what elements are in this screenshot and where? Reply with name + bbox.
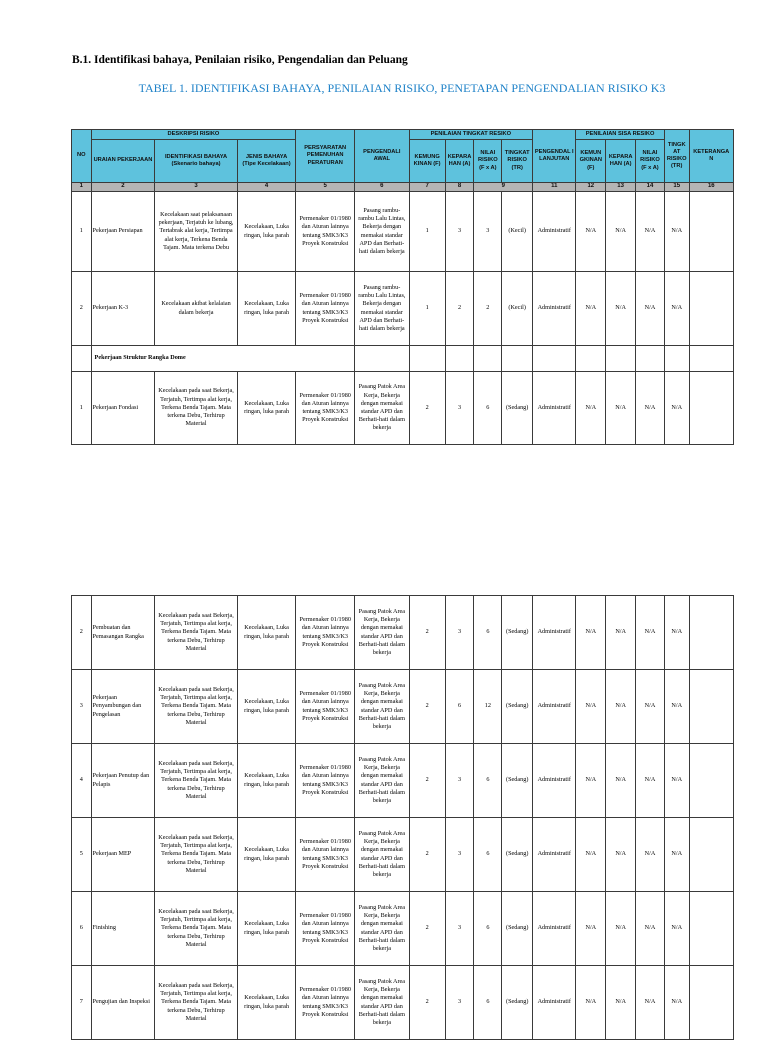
header-nilai-risiko: NILAI RISIKO (F x A) bbox=[474, 140, 502, 183]
cell-sisa-kemungkinan: N/A bbox=[576, 966, 606, 1040]
cell-keterangan bbox=[689, 670, 733, 744]
cell-kemungkinan: 2 bbox=[409, 670, 445, 744]
cell-sisa-kemungkinan: N/A bbox=[576, 272, 606, 346]
cell-tingkat: (Sedang) bbox=[502, 892, 533, 966]
col-number: 4 bbox=[237, 183, 296, 192]
col-number: 14 bbox=[636, 183, 665, 192]
cell-jenis: Kecelakaan, Luka ringan, luka parah bbox=[237, 744, 296, 818]
cell-sisa-tingkat: N/A bbox=[664, 966, 689, 1040]
empty-cell bbox=[502, 346, 533, 372]
col-number: 3 bbox=[155, 183, 237, 192]
cell-identifikasi: Kecelakaan akibat kelalaian dalam bekerja bbox=[155, 272, 237, 346]
table-row bbox=[72, 192, 734, 272]
empty-cell bbox=[474, 346, 502, 372]
cell-persyaratan: Permenaker 01/1980 dan Aturan lainnya tentang SMK3/K3 Proyek Konstruksi bbox=[296, 670, 355, 744]
header-sisa-tingkat: TINGK AT RISIKO (TR) bbox=[664, 130, 689, 183]
cell-keparahan: 3 bbox=[445, 192, 474, 272]
cell-tingkat: (Kecil) bbox=[502, 272, 533, 346]
cell-sisa-keparahan: N/A bbox=[606, 192, 636, 272]
cell-identifikasi: Kecelakaan pada saat Bekerja, Terjatuh, Tertimpa alat kerja, Terkena Benda Tajam. Mata terkena Debu, Terhirup Material bbox=[155, 670, 237, 744]
cell-pengendali-awal: Pasang Patok Area Kerja, Bekerja dengan memakai standar APD dan Berhati-hati dalam bekerja bbox=[355, 892, 410, 966]
empty-cell bbox=[689, 346, 733, 372]
section-heading: B.1. Identifikasi bahaya, Penilaian risiko, Pengendalian dan Peluang bbox=[72, 54, 408, 66]
empty-cell bbox=[409, 346, 445, 372]
cell-sisa-nilai: N/A bbox=[636, 892, 665, 966]
cell-kemungkinan: 2 bbox=[409, 892, 445, 966]
col-number: 9 bbox=[474, 183, 533, 192]
cell-lanjutan: Administratif bbox=[533, 818, 576, 892]
col-number: 5 bbox=[296, 183, 355, 192]
empty-cell bbox=[606, 346, 636, 372]
section-label: Pekerjaan Struktur Rangka Dome bbox=[91, 346, 355, 372]
cell-kemungkinan: 2 bbox=[409, 596, 445, 670]
cell-jenis: Kecelakaan, Luka ringan, luka parah bbox=[237, 818, 296, 892]
col-number: 7 bbox=[409, 183, 445, 192]
cell-tingkat: (Sedang) bbox=[502, 670, 533, 744]
cell-keparahan: 3 bbox=[445, 818, 474, 892]
cell-jenis: Kecelakaan, Luka ringan, luka parah bbox=[237, 966, 296, 1040]
cell-keterangan bbox=[689, 596, 733, 670]
cell-uraian: Pekerjaan K-3 bbox=[91, 272, 155, 346]
cell-sisa-tingkat: N/A bbox=[664, 670, 689, 744]
cell-sisa-kemungkinan: N/A bbox=[576, 596, 606, 670]
cell-nilai: 6 bbox=[474, 744, 502, 818]
cell-lanjutan: Administratif bbox=[533, 670, 576, 744]
cell-sisa-tingkat: N/A bbox=[664, 892, 689, 966]
cell-kemungkinan: 1 bbox=[409, 272, 445, 346]
cell-kemungkinan: 2 bbox=[409, 966, 445, 1040]
col-number: 1 bbox=[72, 183, 92, 192]
cell-sisa-keparahan: N/A bbox=[606, 596, 636, 670]
column-number-row bbox=[72, 183, 734, 192]
cell-sisa-kemungkinan: N/A bbox=[576, 892, 606, 966]
cell-no: 6 bbox=[72, 892, 92, 966]
table-row bbox=[72, 892, 734, 966]
cell-tingkat: (Kecil) bbox=[502, 192, 533, 272]
empty-cell bbox=[664, 346, 689, 372]
cell-no: 1 bbox=[72, 372, 92, 445]
cell-persyaratan: Permenaker 01/1980 dan Aturan lainnya tentang SMK3/K3 Proyek Konstruksi bbox=[296, 272, 355, 346]
cell-keterangan bbox=[689, 966, 733, 1040]
cell-sisa-keparahan: N/A bbox=[606, 744, 636, 818]
cell-nilai: 12 bbox=[474, 670, 502, 744]
header-kemungkinan: KEMUNG KINAN (F) bbox=[409, 140, 445, 183]
risk-table-page-1 bbox=[71, 129, 734, 445]
cell-sisa-kemungkinan: N/A bbox=[576, 192, 606, 272]
cell-pengendali-awal: Pasang rambu-rambu Lalu Lintas, Bekerja dengan memakai standar APD dan Berhati-hati dalam bekerja bbox=[355, 272, 410, 346]
header-penilaian-sisa-resiko: PENILAIAN SISA RESIKO bbox=[576, 130, 665, 140]
header-pengendali-awal: PENGENDALI AWAL bbox=[355, 130, 410, 183]
header-jenis-bahaya: JENIS BAHAYA (Tipe Kecelakaan) bbox=[237, 140, 296, 183]
cell-nilai: 6 bbox=[474, 372, 502, 445]
header-no: NO bbox=[72, 130, 92, 183]
cell-sisa-keparahan: N/A bbox=[606, 272, 636, 346]
cell-persyaratan: Permenaker 01/1980 dan Aturan lainnya tentang SMK3/K3 Proyek Konstruksi bbox=[296, 966, 355, 1040]
col-number: 6 bbox=[355, 183, 410, 192]
cell-keterangan bbox=[689, 818, 733, 892]
cell-tingkat: (Sedang) bbox=[502, 596, 533, 670]
col-number: 11 bbox=[533, 183, 576, 192]
cell-nilai: 2 bbox=[474, 272, 502, 346]
header-sisa-keparahan: KEPARA HAN (A) bbox=[606, 140, 636, 183]
cell-pengendali-awal: Pasang rambu-rambu Lalu Lintas, Bekerja dengan memakai standar APD dan Berhati-hati dalam bekerja bbox=[355, 192, 410, 272]
col-number: 15 bbox=[664, 183, 689, 192]
cell-uraian: Pekerjaan Persiapan bbox=[91, 192, 155, 272]
empty-cell bbox=[355, 346, 410, 372]
empty-cell bbox=[636, 346, 665, 372]
cell-pengendali-awal: Pasang Patok Area Kerja, Bekerja dengan memakai standar APD dan Berhati-hati dalam bekerja bbox=[355, 818, 410, 892]
cell-sisa-keparahan: N/A bbox=[606, 966, 636, 1040]
cell-identifikasi: Kecelakaan pada saat Bekerja, Terjatuh, Tertimpa alat kerja, Terkena Benda Tajam. Mata terkena Debu, Terhirup Material bbox=[155, 892, 237, 966]
cell-uraian: Finishing bbox=[91, 892, 155, 966]
cell-sisa-kemungkinan: N/A bbox=[576, 670, 606, 744]
cell-no: 1 bbox=[72, 192, 92, 272]
cell-keterangan bbox=[689, 372, 733, 445]
cell-identifikasi: Kecelakaan pada saat Bekerja, Terjatuh, Tertimpa alat kerja, Terkena Benda Tajam. Mata terkena Debu, Terhirup Material bbox=[155, 596, 237, 670]
header-identifikasi-bahaya: IDENTIFIKASI BAHAYA (Skenario bahaya) bbox=[155, 140, 237, 183]
empty-cell bbox=[576, 346, 606, 372]
cell-keparahan: 2 bbox=[445, 272, 474, 346]
header-pengendali-lanjutan: PENGENDAL I LANJUTAN bbox=[533, 130, 576, 183]
table-row bbox=[72, 966, 734, 1040]
cell-identifikasi: Kecelakaan pada saat Bekerja, Terjatuh, Tertimpa alat kerja, Terkena Benda Tajam. Mata terkena Debu, Terhirup Material bbox=[155, 818, 237, 892]
section-row bbox=[72, 346, 734, 372]
cell-sisa-nilai: N/A bbox=[636, 272, 665, 346]
cell-sisa-nilai: N/A bbox=[636, 744, 665, 818]
table-row bbox=[72, 670, 734, 744]
cell-keparahan: 3 bbox=[445, 892, 474, 966]
header-sisa-nilai: NILAI RISIKO (F x A) bbox=[636, 140, 665, 183]
cell-nilai: 3 bbox=[474, 192, 502, 272]
cell-jenis: Kecelakaan, Luka ringan, luka parah bbox=[237, 192, 296, 272]
cell-nilai: 6 bbox=[474, 892, 502, 966]
cell-lanjutan: Administratif bbox=[533, 192, 576, 272]
cell-identifikasi: Kecelakaan saat pelaksanaan pekerjaan, Terjatuh ke lubang, Tertabrak alat kerja, Tertimpa alat kerja, Terkena Benda Tajam. Mata terkena Debu bbox=[155, 192, 237, 272]
table-row bbox=[72, 372, 734, 445]
cell-uraian: Pekerjaan MEP bbox=[91, 818, 155, 892]
cell-pengendali-awal: Pasang Patok Area Kerja, Bekerja dengan memakai standar APD dan Berhati-hati dalam bekerja bbox=[355, 966, 410, 1040]
cell-sisa-keparahan: N/A bbox=[606, 372, 636, 445]
cell-sisa-kemungkinan: N/A bbox=[576, 372, 606, 445]
cell-sisa-nilai: N/A bbox=[636, 596, 665, 670]
cell-keterangan bbox=[689, 892, 733, 966]
cell-sisa-nilai: N/A bbox=[636, 818, 665, 892]
cell-no bbox=[72, 346, 92, 372]
cell-lanjutan: Administratif bbox=[533, 966, 576, 1040]
cell-no: 4 bbox=[72, 744, 92, 818]
table-title: TABEL 1. IDENTIFIKASI BAHAYA, PENILAIAN RISIKO, PENETAPAN PENGENDALIAN RISIKO K3 bbox=[138, 81, 666, 95]
cell-nilai: 6 bbox=[474, 966, 502, 1040]
empty-cell bbox=[445, 346, 474, 372]
empty-cell bbox=[533, 346, 576, 372]
cell-keparahan: 3 bbox=[445, 966, 474, 1040]
cell-persyaratan: Permenaker 01/1980 dan Aturan lainnya tentang SMK3/K3 Proyek Konstruksi bbox=[296, 818, 355, 892]
cell-tingkat: (Sedang) bbox=[502, 966, 533, 1040]
cell-sisa-tingkat: N/A bbox=[664, 272, 689, 346]
cell-persyaratan: Permenaker 01/1980 dan Aturan lainnya tentang SMK3/K3 Proyek Konstruksi bbox=[296, 892, 355, 966]
cell-sisa-nilai: N/A bbox=[636, 192, 665, 272]
cell-keparahan: 3 bbox=[445, 596, 474, 670]
cell-no: 5 bbox=[72, 818, 92, 892]
cell-tingkat: (Sedang) bbox=[502, 818, 533, 892]
header-deskripsi-risiko: DESKRIPSI RISIKO bbox=[91, 130, 296, 140]
cell-sisa-keparahan: N/A bbox=[606, 818, 636, 892]
header-sisa-kemungkinan: KEMUN GKINAN (F) bbox=[576, 140, 606, 183]
cell-uraian: Pembuatan dan Pemasangan Rangka bbox=[91, 596, 155, 670]
cell-keparahan: 3 bbox=[445, 372, 474, 445]
cell-sisa-tingkat: N/A bbox=[664, 596, 689, 670]
cell-sisa-tingkat: N/A bbox=[664, 744, 689, 818]
cell-jenis: Kecelakaan, Luka ringan, luka parah bbox=[237, 272, 296, 346]
cell-kemungkinan: 2 bbox=[409, 372, 445, 445]
table-row bbox=[72, 272, 734, 346]
cell-uraian: Pekerjaan Fondasi bbox=[91, 372, 155, 445]
table-row bbox=[72, 744, 734, 818]
cell-jenis: Kecelakaan, Luka ringan, luka parah bbox=[237, 372, 296, 445]
cell-lanjutan: Administratif bbox=[533, 372, 576, 445]
header-keparahan: KEPARA HAN (A) bbox=[445, 140, 474, 183]
cell-keparahan: 3 bbox=[445, 744, 474, 818]
col-number: 13 bbox=[606, 183, 636, 192]
header-penilaian-tingkat-resiko: PENILAIAN TINGKAT RESIKO bbox=[409, 130, 533, 140]
cell-persyaratan: Permenaker 01/1980 dan Aturan lainnya tentang SMK3/K3 Proyek Konstruksi bbox=[296, 744, 355, 818]
cell-uraian: Pekerjaan Penyambungan dan Pengelasan bbox=[91, 670, 155, 744]
cell-uraian: Pengujian dan Inspeksi bbox=[91, 966, 155, 1040]
cell-keparahan: 6 bbox=[445, 670, 474, 744]
cell-lanjutan: Administratif bbox=[533, 596, 576, 670]
cell-lanjutan: Administratif bbox=[533, 744, 576, 818]
header-tingkat-risiko: TINGKAT RISIKO (TR) bbox=[502, 140, 533, 183]
header-keterangan: KETERANGA N bbox=[689, 130, 733, 183]
cell-no: 7 bbox=[72, 966, 92, 1040]
col-number: 2 bbox=[91, 183, 155, 192]
cell-tingkat: (Sedang) bbox=[502, 372, 533, 445]
cell-pengendali-awal: Pasang Patok Area Kerja, Bekerja dengan memakai standar APD dan Berhati-hati dalam bekerja bbox=[355, 744, 410, 818]
cell-no: 2 bbox=[72, 596, 92, 670]
cell-keterangan bbox=[689, 744, 733, 818]
table-row bbox=[72, 818, 734, 892]
cell-persyaratan: Permenaker 01/1980 dan Aturan lainnya tentang SMK3/K3 Proyek Konstruksi bbox=[296, 192, 355, 272]
col-number: 16 bbox=[689, 183, 733, 192]
cell-jenis: Kecelakaan, Luka ringan, luka parah bbox=[237, 670, 296, 744]
header-uraian-pekerjaan: URAIAN PEKERJAAN bbox=[91, 140, 155, 183]
cell-nilai: 6 bbox=[474, 596, 502, 670]
cell-sisa-kemungkinan: N/A bbox=[576, 744, 606, 818]
cell-identifikasi: Kecelakaan pada saat Bekerja, Terjatuh, Tertimpa alat kerja, Terkena Benda Tajam. Mata terkena Debu, Terhirup Material bbox=[155, 372, 237, 445]
cell-identifikasi: Kecelakaan pada saat Bekerja, Terjatuh, Tertimpa alat kerja, Terkena Benda Tajam. Mata terkena Debu, Terhirup Material bbox=[155, 744, 237, 818]
risk-table-page-2 bbox=[71, 595, 734, 1040]
cell-pengendali-awal: Pasang Patok Area Kerja, Bekerja dengan memakai standar APD dan Berhati-hati dalam bekerja bbox=[355, 596, 410, 670]
cell-sisa-tingkat: N/A bbox=[664, 818, 689, 892]
header-persyaratan: PERSYARATAN PEMENUHAN PERATURAN bbox=[296, 130, 355, 183]
cell-keterangan bbox=[689, 192, 733, 272]
cell-nilai: 6 bbox=[474, 818, 502, 892]
cell-kemungkinan: 2 bbox=[409, 818, 445, 892]
cell-jenis: Kecelakaan, Luka ringan, luka parah bbox=[237, 596, 296, 670]
table-row bbox=[72, 596, 734, 670]
cell-jenis: Kecelakaan, Luka ringan, luka parah bbox=[237, 892, 296, 966]
cell-lanjutan: Administratif bbox=[533, 272, 576, 346]
cell-sisa-keparahan: N/A bbox=[606, 892, 636, 966]
cell-persyaratan: Permenaker 01/1980 dan Aturan lainnya tentang SMK3/K3 Proyek Konstruksi bbox=[296, 596, 355, 670]
cell-kemungkinan: 2 bbox=[409, 744, 445, 818]
cell-kemungkinan: 1 bbox=[409, 192, 445, 272]
cell-identifikasi: Kecelakaan pada saat Bekerja, Terjatuh, Tertimpa alat kerja, Terkena Benda Tajam. Mata terkena Debu, Terhirup Material bbox=[155, 966, 237, 1040]
cell-sisa-nilai: N/A bbox=[636, 670, 665, 744]
col-number: 12 bbox=[576, 183, 606, 192]
cell-keterangan bbox=[689, 272, 733, 346]
cell-sisa-nilai: N/A bbox=[636, 966, 665, 1040]
cell-pengendali-awal: Pasang Patok Area Kerja, Bekerja dengan memakai standar APD dan Berhati-hati dalam bekerja bbox=[355, 670, 410, 744]
cell-uraian: Pekerjaan Penutup dan Pelapis bbox=[91, 744, 155, 818]
cell-lanjutan: Administratif bbox=[533, 892, 576, 966]
cell-sisa-nilai: N/A bbox=[636, 372, 665, 445]
cell-sisa-kemungkinan: N/A bbox=[576, 818, 606, 892]
cell-tingkat: (Sedang) bbox=[502, 744, 533, 818]
cell-sisa-tingkat: N/A bbox=[664, 192, 689, 272]
cell-sisa-keparahan: N/A bbox=[606, 670, 636, 744]
cell-sisa-tingkat: N/A bbox=[664, 372, 689, 445]
cell-no: 3 bbox=[72, 670, 92, 744]
cell-no: 2 bbox=[72, 272, 92, 346]
cell-pengendali-awal: Pasang Patok Area Kerja, Bekerja dengan memakai standar APD dan Berhati-hati dalam bekerja bbox=[355, 372, 410, 445]
col-number: 8 bbox=[445, 183, 474, 192]
cell-persyaratan: Permenaker 01/1980 dan Aturan lainnya tentang SMK3/K3 Proyek Konstruksi bbox=[296, 372, 355, 445]
